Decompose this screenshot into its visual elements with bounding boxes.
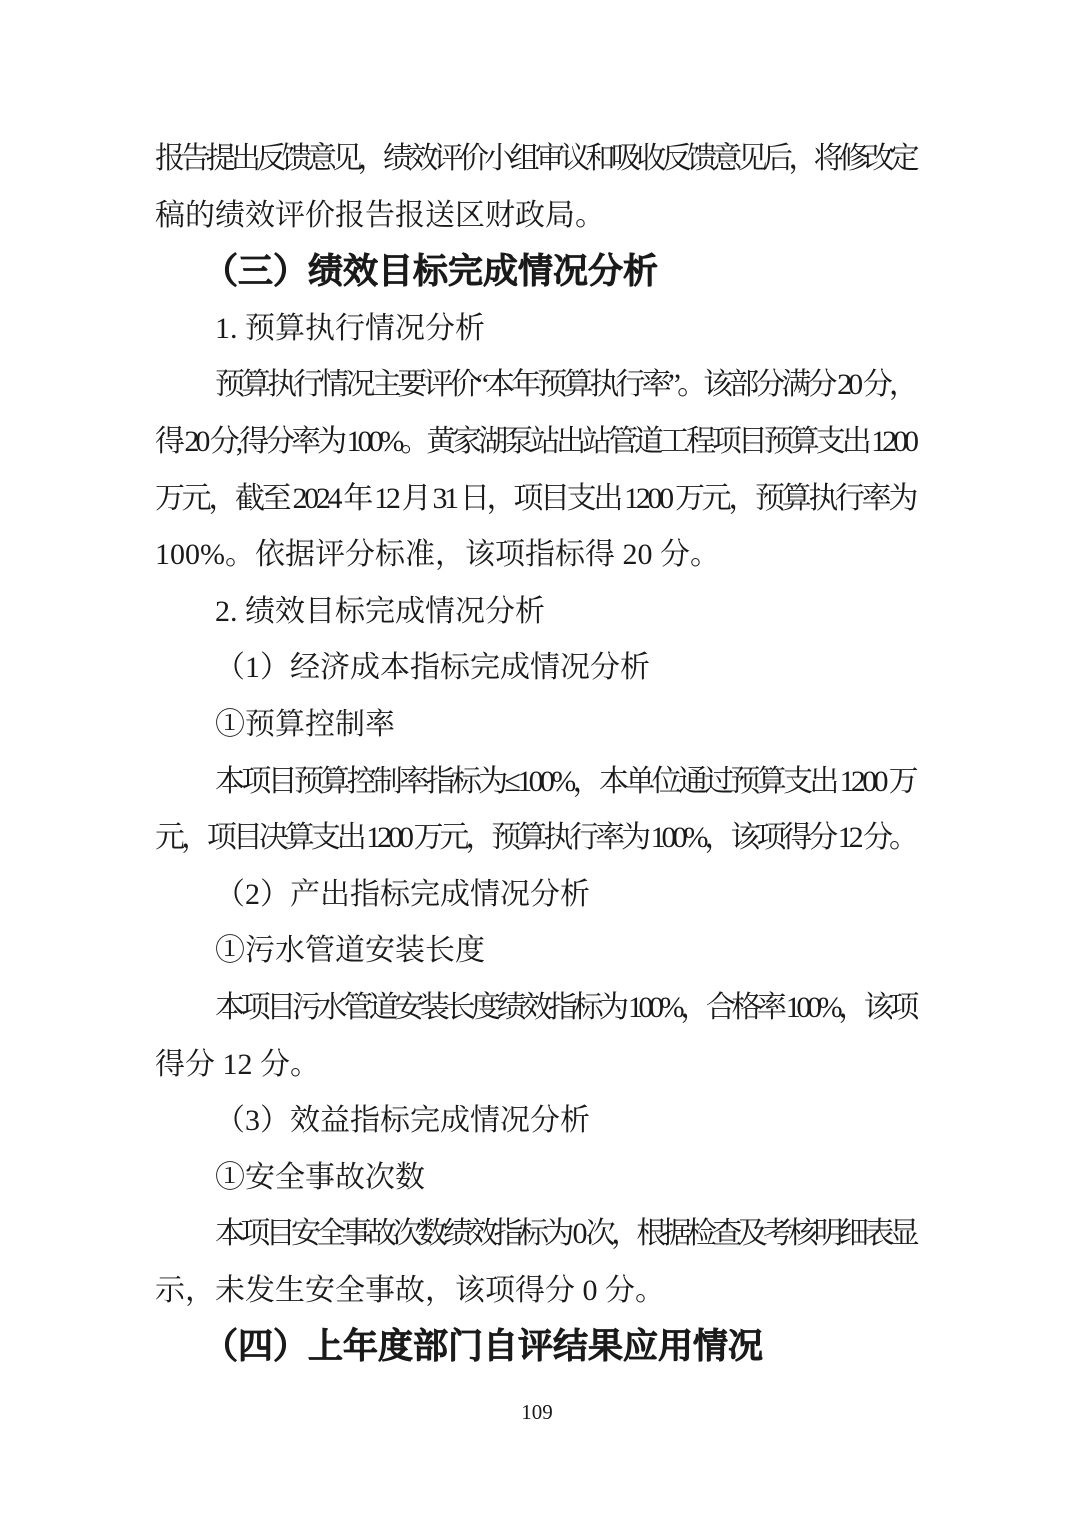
text-line: 预算执行情况主要评价“本年预算执行率”。该部分满分 20 分， bbox=[215, 368, 915, 402]
paragraph bbox=[155, 1206, 915, 1319]
text-line: 本项目污水管道安装长度绩效指标为 100%，合格率 100%，该项 bbox=[215, 990, 916, 1024]
document-body bbox=[155, 131, 915, 1376]
text-line: （1）经济成本指标完成情况分析 bbox=[215, 651, 650, 685]
text-line: （四）上年度部门自评结果应用情况 bbox=[203, 1327, 764, 1367]
text-line: 本项目预算控制率指标为≤100%，本单位通过预算支出 1200 万 bbox=[215, 764, 915, 798]
paragraph bbox=[155, 131, 915, 244]
section-heading bbox=[155, 244, 915, 301]
paragraph bbox=[155, 754, 915, 867]
section-heading bbox=[155, 1319, 915, 1376]
paragraph bbox=[155, 923, 915, 980]
paragraph bbox=[155, 1150, 915, 1207]
text-line: 100%。依据评分标准，该项指标得 20 分。 bbox=[155, 538, 720, 572]
paragraph bbox=[155, 867, 915, 924]
text-line: 得分 12 分。 bbox=[155, 1047, 320, 1081]
text-line: ①预算控制率 bbox=[215, 707, 395, 741]
paragraph bbox=[155, 357, 915, 583]
text-line: 1. 预算执行情况分析 bbox=[215, 311, 485, 345]
page-number: 109 bbox=[521, 1400, 553, 1424]
text-line: （3）效益指标完成情况分析 bbox=[215, 1104, 590, 1138]
paragraph bbox=[155, 640, 915, 697]
paragraph bbox=[155, 980, 915, 1093]
text-line: 元，项目决算支出 1200 万元，预算执行率为 100%，该项得分 12 分。 bbox=[155, 821, 916, 855]
paragraph bbox=[155, 584, 915, 641]
text-line: （2）产出指标完成情况分析 bbox=[215, 877, 590, 911]
text-line: 万元，截至 2024 年 12 月 31 日，项目支出 1200 万元，预算执行率为 bbox=[155, 481, 916, 515]
text-line: 得 20 分,得分率为 100%。黄家湖泵站出站管道工程项目预算支出 1200 bbox=[155, 424, 916, 458]
text-line: 报告提出反馈意见，绩效评价小组审议和吸收反馈意见后，将修改定 bbox=[155, 142, 915, 175]
text-line: 示，未发生安全事故，该项得分 0 分。 bbox=[155, 1273, 665, 1307]
text-line: 稿的绩效评价报告报送区财政局。 bbox=[155, 198, 605, 232]
paragraph bbox=[155, 697, 915, 754]
text-line: ①安全事故次数 bbox=[215, 1160, 425, 1194]
text-line: 2. 绩效目标完成情况分析 bbox=[215, 594, 545, 628]
text-line: ①污水管道安装长度 bbox=[215, 934, 485, 968]
text-line: （三）绩效目标完成情况分析 bbox=[203, 252, 659, 292]
text-line: 本项目安全事故次数绩效指标为 0 次，根据检查及考核明细表显 bbox=[215, 1217, 915, 1251]
paragraph bbox=[155, 301, 915, 358]
paragraph bbox=[155, 1093, 915, 1150]
